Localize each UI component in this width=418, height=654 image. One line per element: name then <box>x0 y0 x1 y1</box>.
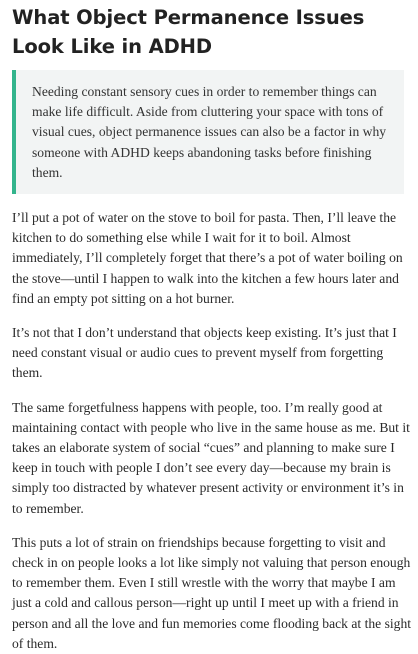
callout-text: Needing constant sensory cues in order to remember things can make life difficult. Aside from cluttering your space with tons of visual cues, object permanence issues can also be a factor in why someone with ADHD keeps abandoning tasks before finishing them. <box>32 84 387 180</box>
article-title: What Object Permanence Issues Look Like in ADHD <box>12 6 365 58</box>
paragraph: The same forgetfulness happens with people, too. I’m really good at maintaining contact with people who live in the same house as me. But it takes an elaborate system of social “cues” and planning to make sure I keep in touch with people I don’t see every day—because my brain is simply too distracted by whatever present activity or environment it’s in to remember. <box>12 399 410 516</box>
article-body <box>12 208 412 654</box>
article <box>12 0 412 654</box>
callout-box <box>12 70 404 194</box>
paragraph: This puts a lot of strain on friendships because forgetting to visit and check in on people looks a lot like simply not valuing that person enough to remember them. Even I still wrestle with the worry that maybe I am just a cold and callous person—right up until I meet up with a friend in person and all the love and fun memories come flooding back at the sight of them. <box>12 534 412 651</box>
paragraph: I’ll put a pot of water on the stove to boil for pasta. Then, I’ll leave the kitchen to do something else while I wait for it to boil. Almost immediately, I’ll completely forget that there’s a pot of water boiling on the stove—until I happen to walk into the kitchen a few hours later and find an empty pot sitting on a hot burner. <box>12 210 403 306</box>
paragraph: It’s not that I don’t understand that objects keep existing. It’s just that I need constant visual or audio cues to prevent myself from forgetting them. <box>12 325 397 381</box>
